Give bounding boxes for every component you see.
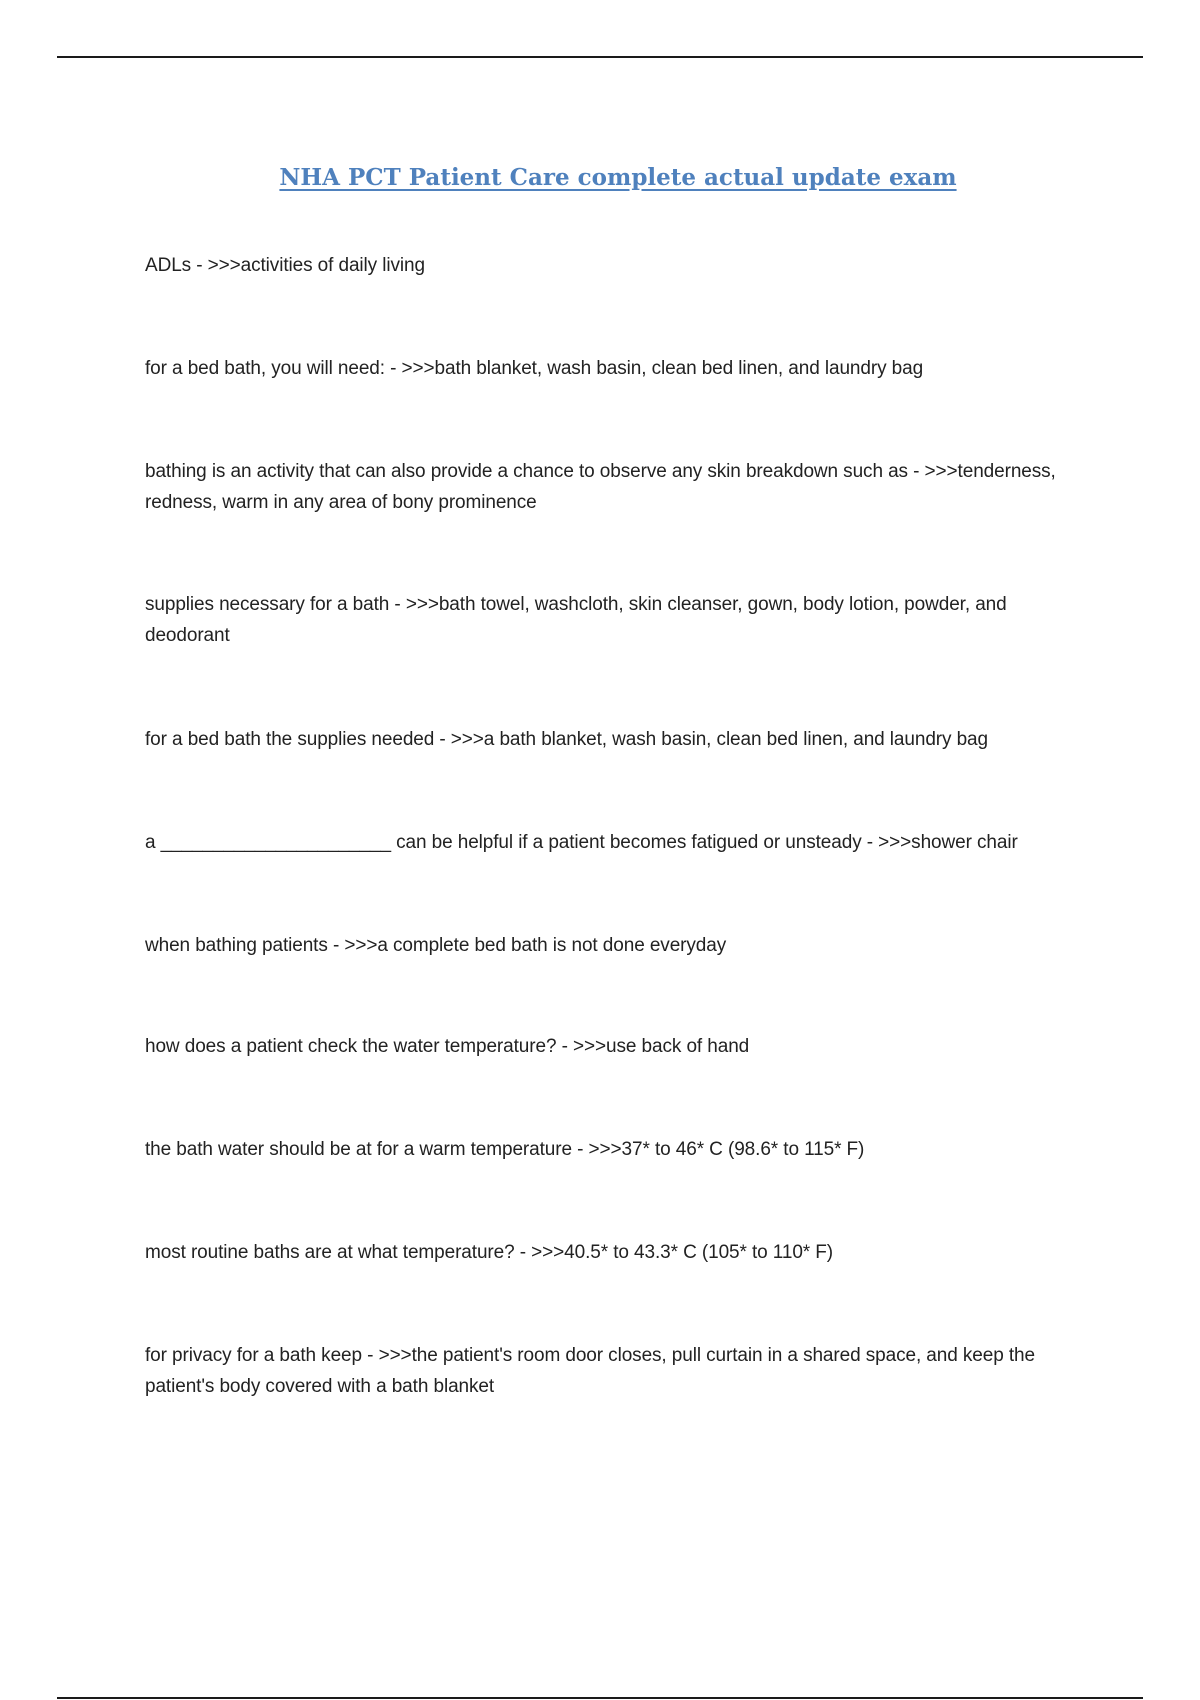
qa-item [145, 1134, 1085, 1165]
qa-term: how does a patient check the water temperature? [145, 1036, 557, 1057]
qa-answer: activities of daily living [240, 255, 425, 276]
qa-answer: the patient's room door closes, pull curtain in a shared space, and keep the patient's body covered with a bath blanket [145, 1345, 1035, 1397]
qa-term: for a bed bath, you will need: [145, 358, 385, 379]
qa-item [145, 930, 1085, 961]
qa-term: for a bed bath the supplies needed [145, 729, 435, 750]
qa-answer: bath towel, washcloth, skin cleanser, gown, body lotion, powder, and deodorant [145, 594, 1007, 646]
qa-separator: - >>> [327, 935, 378, 956]
qa-item [145, 724, 1085, 755]
qa-term: bathing is an activity that can also provide a chance to observe any skin breakdown such as [145, 461, 908, 482]
qa-item [145, 589, 1085, 651]
qa-separator: - >>> [571, 1139, 622, 1160]
qa-term: supplies necessary for a bath [145, 594, 390, 615]
qa-separator: - >>> [907, 461, 958, 482]
qa-separator: - >>> [861, 832, 912, 853]
qa-item [145, 456, 1085, 518]
qa-separator: - >>> [514, 1242, 565, 1263]
qa-separator: - >>> [556, 1036, 607, 1057]
header-rule [57, 56, 1143, 58]
qa-answer: bath blanket, wash basin, clean bed linen, and laundry bag [434, 358, 924, 379]
qa-item [145, 1340, 1085, 1402]
qa-item [145, 1237, 1085, 1268]
qa-answer: shower chair [911, 832, 1018, 853]
qa-separator: - >>> [434, 729, 484, 750]
qa-term: the bath water should be at for a warm temperature [145, 1139, 572, 1160]
qa-term: most routine baths are at what temperature? [145, 1242, 515, 1263]
qa-item [145, 353, 1085, 384]
qa-separator: - >>> [361, 1345, 412, 1366]
qa-separator: - >>> [389, 594, 439, 615]
qa-item [145, 250, 1085, 281]
qa-item [145, 1031, 1085, 1062]
qa-answer: a bath blanket, wash basin, clean bed linen, and laundry bag [483, 729, 988, 750]
qa-item [145, 827, 1085, 858]
qa-answer: 40.5* to 43.3* C (105* to 110* F) [564, 1242, 834, 1263]
qa-term: when bathing patients [145, 935, 328, 956]
qa-term: ADLs [145, 255, 192, 276]
qa-term: a ______________________ can be helpful if a patient becomes fatigued or unsteady [145, 832, 862, 853]
qa-answer: a complete bed bath is not done everyday [377, 935, 727, 956]
qa-term: for privacy for a bath keep [145, 1345, 362, 1366]
qa-answer: 37* to 46* C (98.6* to 115* F) [621, 1139, 865, 1160]
qa-answer: tenderness, redness, warm in any area of bony prominence [145, 461, 1056, 513]
qa-answer: use back of hand [606, 1036, 750, 1057]
document-title: NHA PCT Patient Care complete actual update exam [279, 164, 957, 191]
qa-separator: - >>> [191, 255, 241, 276]
footer-rule [57, 1697, 1143, 1699]
qa-separator: - >>> [384, 358, 435, 379]
